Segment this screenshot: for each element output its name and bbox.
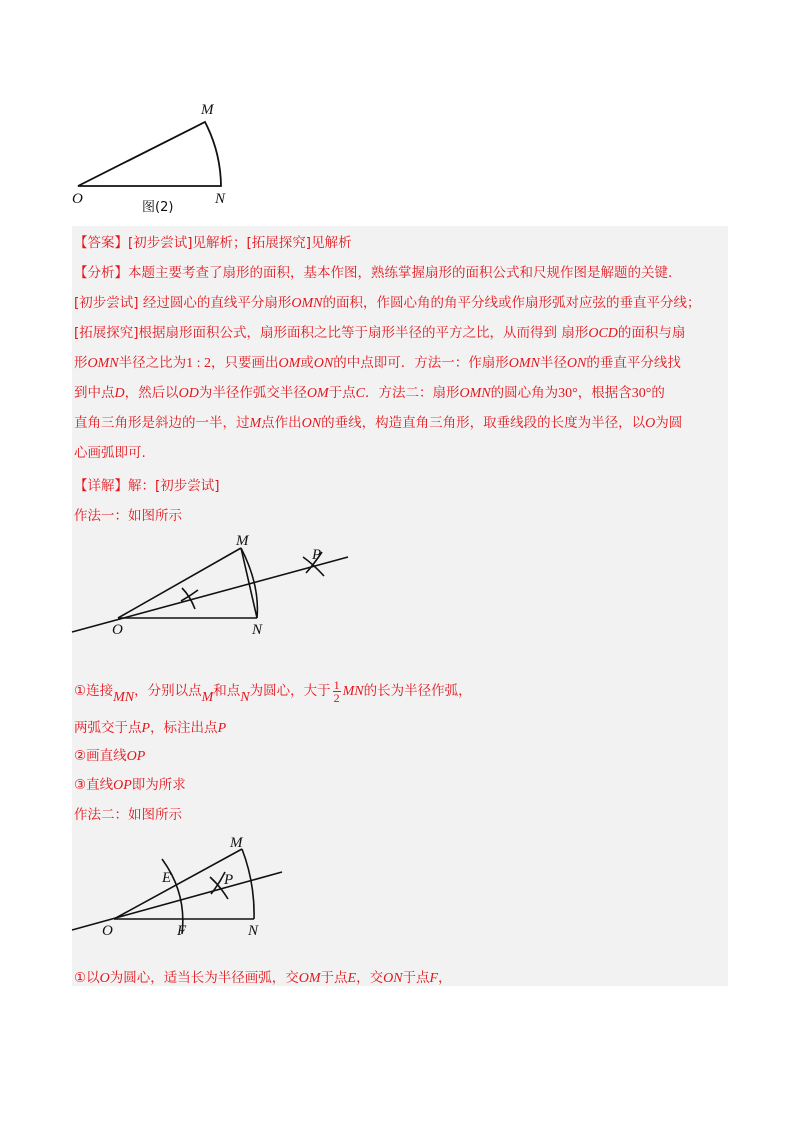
method1-step3 (74, 746, 145, 767)
math-P: P (217, 721, 227, 736)
figure-2 (60, 95, 260, 220)
label-O: O (72, 191, 83, 207)
segment-OM (114, 849, 242, 919)
text: 半径 (539, 355, 567, 371)
label-E: E (162, 870, 172, 886)
text: 即为所求 (131, 777, 186, 793)
math-O: O (99, 971, 110, 986)
label-P: P (224, 872, 234, 888)
math-ratio: 1 : 2 (186, 356, 212, 371)
analysis-line-3 (74, 323, 685, 344)
math-ON: ON (301, 416, 322, 431)
text: 半径之比为 (118, 355, 187, 371)
text: 于点 (328, 385, 356, 401)
fraction-half (333, 679, 341, 704)
text: 或 (300, 355, 314, 371)
text: ③直线 (74, 777, 114, 793)
arc-MN (242, 849, 254, 919)
text: 点作出 (261, 415, 302, 431)
math-OMN: OMN (508, 356, 540, 371)
label-F: F (177, 923, 187, 939)
math-OMN: OMN (459, 386, 491, 401)
math-OP: OP (126, 749, 146, 764)
answer-line (74, 233, 352, 253)
analysis-line-1 (74, 263, 682, 283)
math-ON: ON (313, 356, 334, 371)
math-30deg: 30° (631, 386, 652, 401)
method1-step4 (74, 775, 186, 796)
analysis-line-5 (74, 383, 665, 404)
label-N: N (215, 191, 226, 207)
analysis-line-2 (74, 293, 700, 314)
answer-text: [初步尝试]见解析；[拓展探究]见解析 (128, 235, 352, 251)
math-OMN: OMN (87, 356, 119, 371)
text: 和点 (213, 683, 241, 699)
text: 的中点即可．方法一：作扇形 (333, 355, 509, 371)
method1-step2 (74, 718, 226, 739)
line-OP (72, 557, 348, 632)
text: 作法一：如图所示 (74, 508, 182, 524)
text: 的 (651, 385, 665, 401)
method2-title (74, 805, 182, 825)
method2-step1 (74, 968, 452, 989)
text: 为圆 (655, 415, 683, 431)
text: 为圆心，适当长为半径画弧，交 (109, 970, 299, 986)
text: [拓展探究]根据扇形面积公式，扇形面积之比等于扇形半径的平方之比，从而得到 扇形 (74, 325, 589, 341)
text: ，根据含 (577, 385, 632, 401)
text: 于点 (320, 970, 348, 986)
text: 的垂直平分线找 (586, 355, 681, 371)
math-C: C (355, 386, 365, 401)
math-M: M (201, 690, 214, 705)
text: [初步尝试] 经过圆心的直线平分扇形 (74, 295, 292, 311)
analysis-line-4 (74, 353, 681, 374)
math-OCD: OCD (588, 326, 618, 341)
label-N: N (252, 622, 263, 638)
math-MN: MN (113, 690, 135, 705)
math-OM: OM (278, 356, 301, 371)
fraction-denominator: 2 (333, 690, 340, 705)
text: 的面积，作圆心角的角平分线或作扇形弧对应弦的垂直平分线； (322, 295, 701, 311)
detail-text: 解：[初步尝试] (128, 478, 220, 494)
text: 的圆心角为 (490, 385, 559, 401)
text: ， (438, 970, 452, 986)
text: ，分别以点 (134, 683, 202, 699)
label-M: M (201, 102, 214, 118)
text: 直角三角形是斜边的一半，过 (74, 415, 250, 431)
answer-tag: 【答案】 (74, 235, 128, 251)
fraction-numerator: 1 (333, 677, 340, 692)
analysis-line-7 (74, 443, 146, 463)
text: 于点 (402, 970, 430, 986)
figure-caption: 图(2) (142, 200, 174, 215)
math-OM: OM (306, 386, 329, 401)
analysis-line-6 (74, 413, 682, 434)
text: 形 (74, 355, 88, 371)
method1-title (74, 506, 182, 526)
text: ，然后以 (124, 385, 179, 401)
label-O: O (102, 923, 113, 939)
text: ，交 (356, 970, 384, 986)
text: ．方法二：扇形 (364, 385, 460, 401)
label-M: M (230, 835, 243, 851)
text: ②画直线 (74, 748, 127, 764)
text: 作法二：如图所示 (74, 807, 182, 823)
segment-OM (118, 548, 241, 618)
math-P: P (141, 721, 151, 736)
sector-outline (78, 122, 221, 186)
math-MN: MN (342, 684, 364, 699)
text: ①以 (74, 970, 100, 986)
math-OMN: OMN (291, 296, 323, 311)
analysis-tag: 【分析】 (74, 265, 128, 281)
text: 心画弧即可. (74, 445, 146, 461)
math-D: D (114, 386, 125, 401)
math-OP: OP (113, 778, 132, 793)
text: ①连接 (74, 683, 114, 699)
text: 的长为半径作弧， (363, 683, 472, 699)
text: ，标注出点 (150, 720, 218, 736)
math-ON: ON (383, 971, 403, 986)
math-M: M (249, 416, 262, 431)
method1-step1 (74, 678, 472, 705)
label-P: P (312, 547, 322, 563)
text: 的垂线，构造直角三角形，取垂线段的长度为半径，以 (321, 415, 646, 431)
text: 为圆心，大于 (249, 683, 331, 699)
text: 的面积与扇 (617, 325, 686, 341)
math-O: O (645, 416, 656, 431)
text: 到中点 (74, 385, 115, 401)
math-OD: OD (178, 386, 199, 401)
label-N: N (248, 923, 259, 939)
text: ，只要画出 (211, 355, 279, 371)
math-N: N (240, 690, 250, 705)
analysis-text-1: 本题主要考查了扇形的面积，基本作图，熟练掌握扇形的面积公式和尺规作图是解题的关键． (128, 265, 682, 281)
text: 两弧交于点 (74, 720, 142, 736)
label-M: M (236, 533, 249, 549)
method1-figure (72, 530, 372, 640)
math-E: E (347, 971, 357, 986)
math-ON: ON (566, 356, 587, 371)
method2-figure (72, 828, 312, 943)
math-OM: OM (298, 971, 321, 986)
math-F: F (429, 971, 439, 986)
math-30deg: 30° (558, 386, 578, 401)
detail-tag: 【详解】 (74, 478, 128, 494)
label-O: O (112, 622, 123, 638)
detail-line (74, 476, 220, 496)
text: 为半径作弧交半径 (198, 385, 307, 401)
